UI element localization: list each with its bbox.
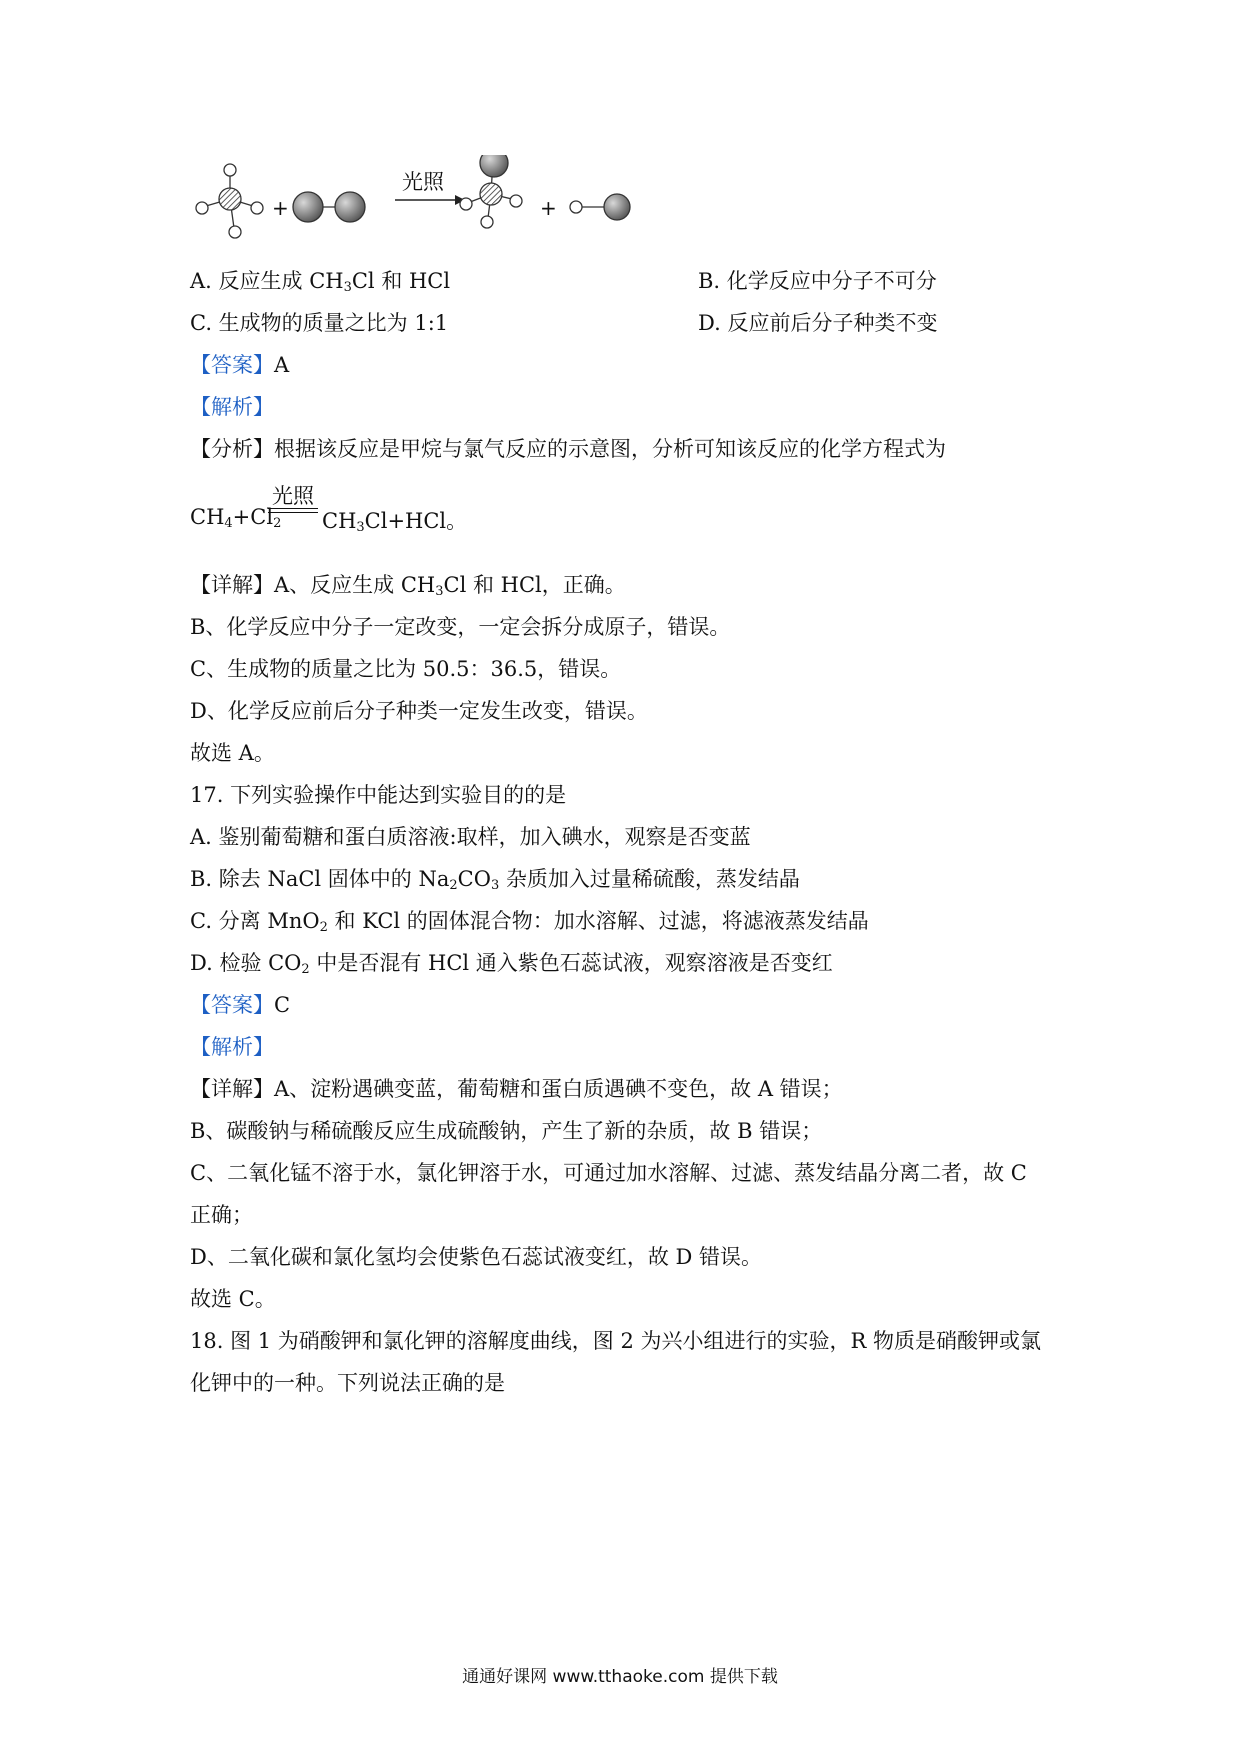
q16-conclusion: 故选 A。 bbox=[190, 741, 275, 765]
q16-detail-a: 【详解】A、反应生成 $CH_3Cl$ 和 HCl，正确。 bbox=[190, 573, 626, 599]
q17-answer: 【答案】C bbox=[190, 993, 291, 1017]
q17-detail-d: D、二氧化碳和氯化氢均会使紫色石蕊试液变红，故 D 错误。 bbox=[190, 1245, 763, 1269]
q18-stem-line1: 18. 图 1 为硝酸钾和氯化钾的溶解度曲线，图 2 为兴小组进行的实验，R 物质是硝酸钾或氯 bbox=[190, 1329, 1041, 1353]
q16-option-a: A. 反应生成 $CH_3Cl$ 和 HCl bbox=[190, 269, 451, 295]
q17-stem: 17. 下列实验操作中能达到实验目的的是 bbox=[190, 783, 567, 807]
q17-option-d: D. 检验 $CO_2$ 中是否混有 HCl 通入紫色石蕊试液，观察溶液是否变红 bbox=[190, 951, 833, 977]
q16-detail-d: D、化学反应前后分子种类一定发生改变，错误。 bbox=[190, 699, 648, 723]
methane-molecule bbox=[196, 164, 263, 238]
q17-detail-c: C、二氧化锰不溶于水，氯化钾溶于水，可通过加水溶解、过滤、蒸发结晶分离二者，故 C bbox=[190, 1161, 1027, 1185]
q17-option-c: C. 分离 MnO$_2$ 和 KCl 的固体混合物：加水溶解、过滤，将滤液蒸发结晶 bbox=[190, 909, 869, 935]
chemical-equation bbox=[190, 480, 590, 540]
q17-detail-a: 【详解】A、淀粉遇碘变蓝，葡萄糖和蛋白质遇碘不变色，故 A 错误； bbox=[190, 1077, 843, 1101]
q17-option-b: B. 除去 NaCl 固体中的 $Na_2CO_3$ 杂质加入过量稀硫酸，蒸发结晶 bbox=[190, 867, 800, 893]
q18-stem-line2: 化钾中的一种。下列说法正确的是 bbox=[190, 1371, 505, 1395]
q16-fenxi: 【分析】根据该反应是甲烷与氯气反应的示意图，分析可知该反应的化学方程式为 bbox=[190, 437, 946, 461]
reaction-condition: 光照 bbox=[402, 170, 444, 194]
q16-detail-c: C、生成物的质量之比为 50.5：36.5，错误。 bbox=[190, 657, 622, 681]
equation-condition: 光照 bbox=[272, 484, 314, 508]
svg-text:+: + bbox=[272, 196, 289, 220]
chloromethane-molecule bbox=[460, 155, 522, 228]
q17-conclusion: 故选 C。 bbox=[190, 1287, 276, 1311]
q16-answer: 【答案】A bbox=[190, 353, 290, 377]
q16-option-d: D. 反应前后分子种类不变 bbox=[698, 311, 938, 335]
reaction-diagram bbox=[190, 155, 670, 255]
svg-text:+: + bbox=[540, 196, 557, 220]
chlorine-molecule bbox=[293, 192, 365, 222]
equation-reactants: $CH_4+Cl_2$ bbox=[190, 505, 282, 531]
q16-option-c: C. 生成物的质量之比为 1:1 bbox=[190, 311, 449, 335]
hcl-molecule bbox=[570, 194, 630, 220]
q17-analysis-tag: 【解析】 bbox=[190, 1035, 274, 1059]
q17-detail-b: B、碳酸钠与稀硫酸反应生成硫酸钠，产生了新的杂质，故 B 错误； bbox=[190, 1119, 823, 1143]
page-footer: 通通好课网 www.tthaoke.com 提供下载 bbox=[462, 1667, 778, 1687]
q16-analysis-tag: 【解析】 bbox=[190, 395, 274, 419]
q16-detail-b: B、化学反应中分子一定改变，一定会拆分成原子，错误。 bbox=[190, 615, 731, 639]
equation-products: $CH_3Cl+HCl$。 bbox=[322, 509, 468, 535]
reaction-arrow bbox=[395, 195, 465, 205]
q16-option-b: B. 化学反应中分子不可分 bbox=[698, 269, 937, 293]
q17-detail-c-cont: 正确； bbox=[190, 1203, 253, 1227]
equation-equals-sign bbox=[268, 508, 318, 513]
q17-option-a: A. 鉴别葡萄糖和蛋白质溶液:取样，加入碘水，观察是否变蓝 bbox=[190, 825, 751, 849]
